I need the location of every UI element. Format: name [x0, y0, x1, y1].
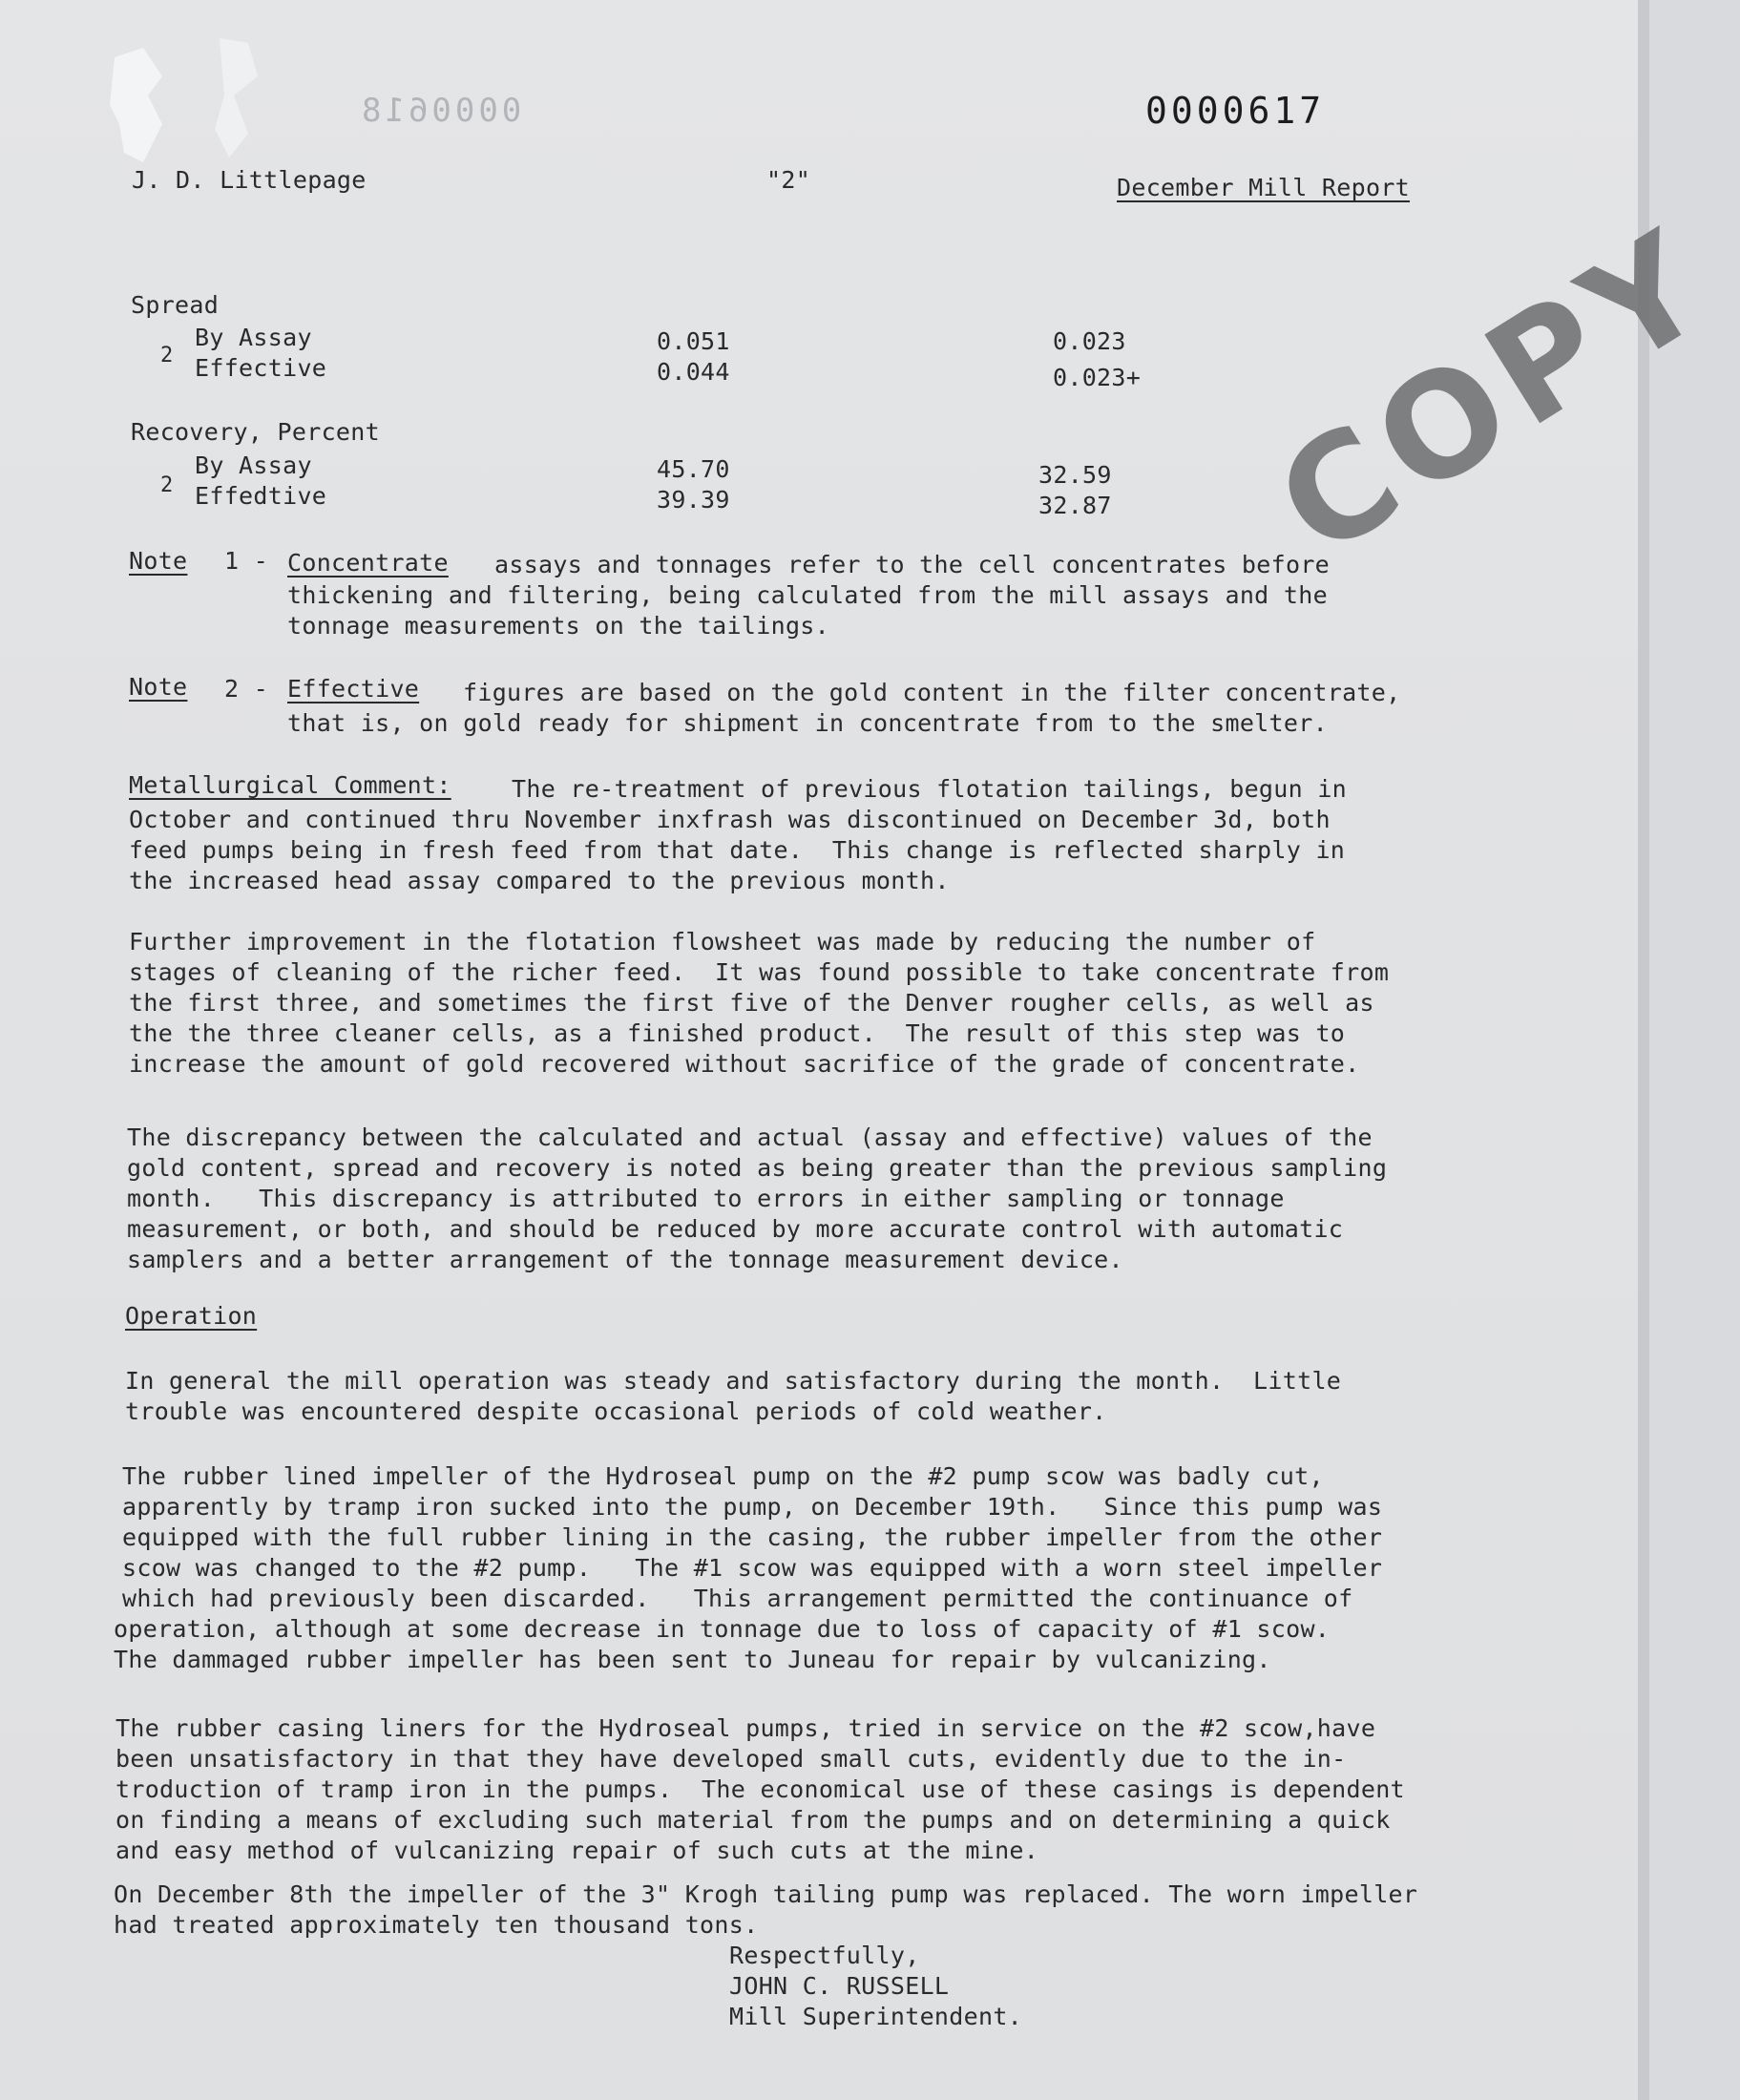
- doc-number: 0000617: [1145, 90, 1326, 132]
- note2-term: Effective: [287, 675, 420, 703]
- paragraph-line: increase the amount of gold recovered without sacrifice of the grade of concentrate.: [129, 1050, 1360, 1078]
- signature-name: JOHN C. RUSSELL: [729, 1972, 950, 2000]
- paragraph-line: stages of cleaning of the richer feed. It was found possible to take concentrate from: [129, 958, 1390, 986]
- paragraph-line: The rubber lined impeller of the Hydroseal pump on the #2 pump scow was badly cut,: [122, 1462, 1324, 1490]
- paragraph-line: operation, although at some decrease in tonnage due to loss of capacity of #1 scow.: [114, 1615, 1331, 1643]
- copy-stamp: COPY: [1250, 198, 1740, 590]
- paragraph-line: and easy method of vulcanizing repair of such cuts at the mine.: [115, 1837, 1039, 1864]
- paragraph-line: Further improvement in the flotation flowsheet was made by reducing the number of: [129, 928, 1316, 956]
- paragraph-line: The dammaged rubber impeller has been sent to Juneau for repair by vulcanizing.: [114, 1646, 1271, 1673]
- note2-line: that is, on gold ready for shipment in concentrate from to the smelter.: [287, 709, 1328, 737]
- spread-value: 0.023: [1053, 327, 1126, 355]
- metallurgical-line: the increased head assay compared to the previous month.: [129, 867, 950, 894]
- metallurgical-line: feed pumps being in fresh feed from that date. This change is reflected sharply in: [129, 836, 1346, 864]
- note1-line: assays and tonnages refer to the cell concentrates before: [494, 551, 1331, 578]
- recovery-value: 32.87: [1038, 492, 1112, 519]
- signature-title: Mill Superintendent.: [729, 2003, 1023, 2030]
- note1-term: Concentrate: [287, 549, 449, 577]
- paragraph-line: equipped with the full rubber lining in the casing, the rubber impeller from the other: [122, 1523, 1383, 1551]
- paragraph-line: trouble was encountered despite occasional periods of cold weather.: [125, 1397, 1107, 1425]
- report-title: December Mill Report: [1117, 174, 1411, 201]
- recovery-value: 32.59: [1038, 461, 1112, 489]
- paragraph-line: apparently by tramp iron sucked into the pump, on December 19th. Since this pump was: [122, 1493, 1383, 1521]
- recovery-value: 39.39: [657, 486, 730, 514]
- paragraph-line: the first three, and sometimes the first five of the Denver rougher cells, as well as: [129, 989, 1374, 1017]
- note1-number: 1 -: [224, 547, 269, 575]
- recovery-row-label: Effedtive: [195, 482, 327, 510]
- spread-value: 0.051: [657, 327, 730, 355]
- spread-value: 0.023+: [1053, 364, 1142, 391]
- paragraph-line: On December 8th the impeller of the 3" Krogh tailing pump was replaced. The worn impeller: [114, 1880, 1418, 1908]
- recovery-value: 45.70: [657, 455, 730, 483]
- paragraph-line: The rubber casing liners for the Hydroseal pumps, tried in service on the #2 scow,have: [115, 1714, 1376, 1742]
- paragraph-line: gold content, spread and recovery is noted as being greater than the previous sampling: [127, 1154, 1388, 1182]
- metallurgical-line: The re-treatment of previous flotation tailings, begun in: [512, 775, 1348, 803]
- metallurgical-heading: Metallurgical Comment:: [129, 771, 451, 799]
- spread-row-label: Effective: [195, 354, 327, 382]
- addressee: J. D. Littlepage: [132, 166, 367, 194]
- paragraph-line: samplers and a better arrangement of the tonnage measurement device.: [127, 1246, 1123, 1273]
- note1-line: tonnage measurements on the tailings.: [287, 612, 829, 640]
- paragraph-line: been unsatisfactory in that they have developed small cuts, evidently due to the in-: [115, 1745, 1347, 1773]
- spread-label: Spread: [131, 291, 220, 319]
- paragraph-line: In general the mill operation was steady and satisfactory during the month. Little: [125, 1367, 1342, 1395]
- recovery-margin-mark: 2: [160, 473, 174, 497]
- recovery-row-label: By Assay: [195, 452, 312, 479]
- paragraph-line: the the three cleaner cells, as a finished product. The result of this step was to: [129, 1019, 1346, 1047]
- note1-label: Note: [129, 547, 188, 575]
- note2-label: Note: [129, 673, 188, 701]
- paragraph-line: measurement, or both, and should be reduced by more accurate control with automatic: [127, 1215, 1344, 1243]
- paragraph-line: The discrepancy between the calculated and actual (assay and effective) values of the: [127, 1124, 1373, 1151]
- note1-line: thickening and filtering, being calculated from the mill assays and the: [287, 581, 1328, 609]
- paragraph-line: which had previously been discarded. This arrangement permitted the continuance of: [122, 1585, 1353, 1612]
- metallurgical-line: October and continued thru November inxfrash was discontinued on December 3d, both: [129, 806, 1331, 833]
- torn-corner: [105, 38, 267, 162]
- spread-margin-mark: 2: [160, 344, 174, 368]
- note2-number: 2 -: [224, 675, 269, 703]
- note2-line: figures are based on the gold content in the filter concentrate,: [463, 679, 1401, 706]
- operation-heading: Operation: [125, 1302, 258, 1330]
- spread-value: 0.044: [657, 358, 730, 386]
- paragraph-line: troduction of tramp iron in the pumps. The economical use of these casings is dependent: [115, 1775, 1405, 1803]
- signature-closing: Respectfully,: [729, 1942, 920, 1969]
- paragraph-line: scow was changed to the #2 pump. The #1 scow was equipped with a worn steel impeller: [122, 1554, 1383, 1582]
- page-number: "2": [766, 166, 811, 194]
- paragraph-line: month. This discrepancy is attributed to errors in either sampling or tonnage: [127, 1185, 1285, 1212]
- paragraph-line: on finding a means of excluding such material from the pumps and on determining a quick: [115, 1806, 1391, 1834]
- spread-row-label: By Assay: [195, 324, 312, 351]
- paragraph-line: had treated approximately ten thousand tons.: [114, 1911, 759, 1939]
- faint-doc-number: 0000618: [358, 92, 522, 130]
- recovery-label: Recovery, Percent: [131, 418, 380, 446]
